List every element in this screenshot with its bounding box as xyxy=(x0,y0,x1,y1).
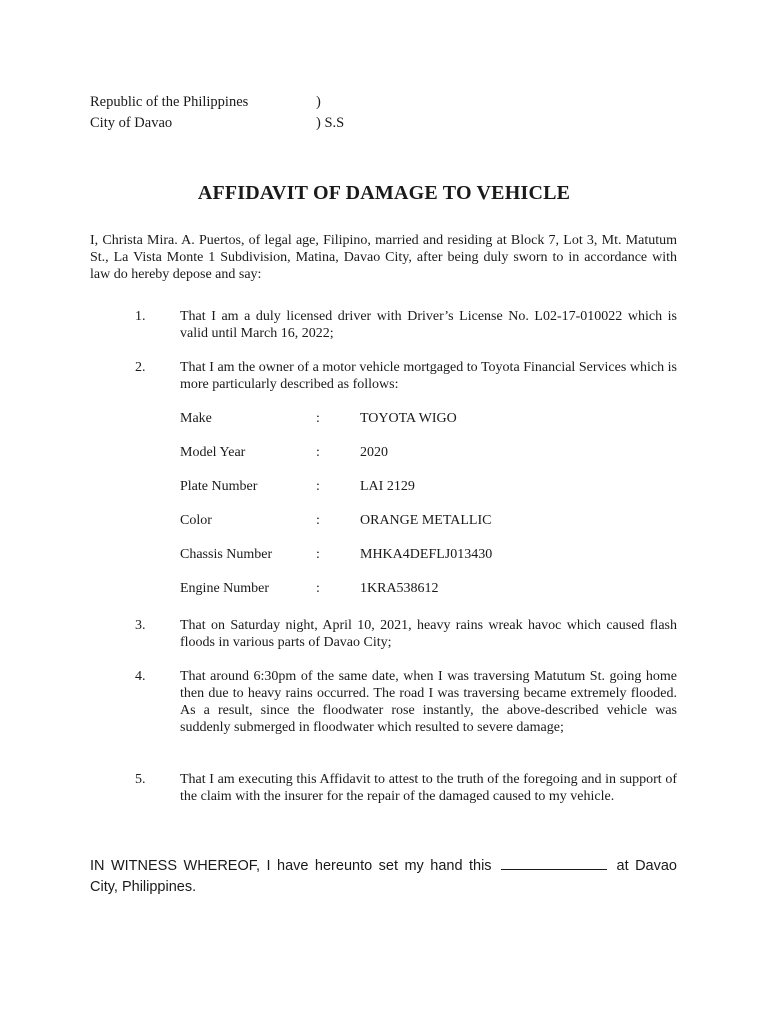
list-item-text: That I am the owner of a motor vehicle mortgaged to Toyota Financial Services which is more particularly described as follows: xyxy=(180,360,677,392)
list-item-number: 4. xyxy=(135,669,146,684)
document-title: AFFIDAVIT OF DAMAGE TO VEHICLE xyxy=(197,182,571,204)
venue-block xyxy=(90,92,344,134)
spec-colon: : xyxy=(316,513,320,528)
list-item-number: 2. xyxy=(135,360,146,375)
venue-country: Republic of the Philippines xyxy=(90,94,249,110)
spec-label: Model Year xyxy=(180,445,246,460)
spec-value: 1KRA538612 xyxy=(360,581,439,596)
witness-text-after: at Davao City, Philippines. xyxy=(90,858,677,895)
intro-paragraph: I, Christa Mira. A. Puertos, of legal age, Filipino, married and residing at Block 7, Lot 3, Mt. Matutum St., La Vista Monte 1 Subdivision, Matina, Davao City, after being duly sworn to in accordance with law do hereby depose and say: xyxy=(90,233,677,282)
list-item-number: 3. xyxy=(135,618,146,633)
venue-city: City of Davao xyxy=(90,115,173,131)
list-item-text: That around 6:30pm of the same date, when I was traversing Matutum St. going home then due to heavy rains occurred. The road I was traversing became extremely flooded. As a result, since the floodwater rose instantly, the above-described vehicle was suddenly submerged in floodwater which resulted to severe damage; xyxy=(180,669,677,735)
venue-row-republic xyxy=(90,92,344,113)
spec-label: Engine Number xyxy=(180,581,270,596)
list-item-number: 1. xyxy=(135,309,146,324)
spec-colon: : xyxy=(316,547,320,562)
list-item-text: That I am executing this Affidavit to attest to the truth of the foregoing and in support of the claim with the insurer for the repair of the damaged caused to my vehicle. xyxy=(180,772,677,804)
spec-colon: : xyxy=(316,581,320,596)
spec-label: Color xyxy=(180,513,212,528)
spec-colon: : xyxy=(316,411,320,426)
spec-label: Chassis Number xyxy=(180,547,273,562)
venue-ss: ) S.S xyxy=(316,115,345,131)
witness-clause xyxy=(90,856,677,898)
spec-value: ORANGE METALLIC xyxy=(360,513,492,528)
spec-colon: : xyxy=(316,479,320,494)
list-item-text: That on Saturday night, April 10, 2021, heavy rains wreak havoc which caused flash floods in various parts of Davao City; xyxy=(180,618,677,650)
spec-label: Make xyxy=(180,411,212,426)
venue-bracket: ) xyxy=(316,94,321,110)
witness-text-before: IN WITNESS WHEREOF, I have hereunto set my hand this xyxy=(90,858,492,874)
list-item-number: 5. xyxy=(135,772,146,787)
date-blank-line xyxy=(501,857,607,870)
spec-value: 2020 xyxy=(360,445,388,460)
spec-value: LAI 2129 xyxy=(360,479,415,494)
list-item-text: That I am a duly licensed driver with Driver’s License No. L02-17-010022 which is valid until March 16, 2022; xyxy=(180,309,677,341)
venue-row-city xyxy=(90,113,344,134)
spec-value: MHKA4DEFLJ013430 xyxy=(360,547,493,562)
spec-label: Plate Number xyxy=(180,479,258,494)
spec-colon: : xyxy=(316,445,320,460)
spec-value: TOYOTA WIGO xyxy=(360,411,457,426)
